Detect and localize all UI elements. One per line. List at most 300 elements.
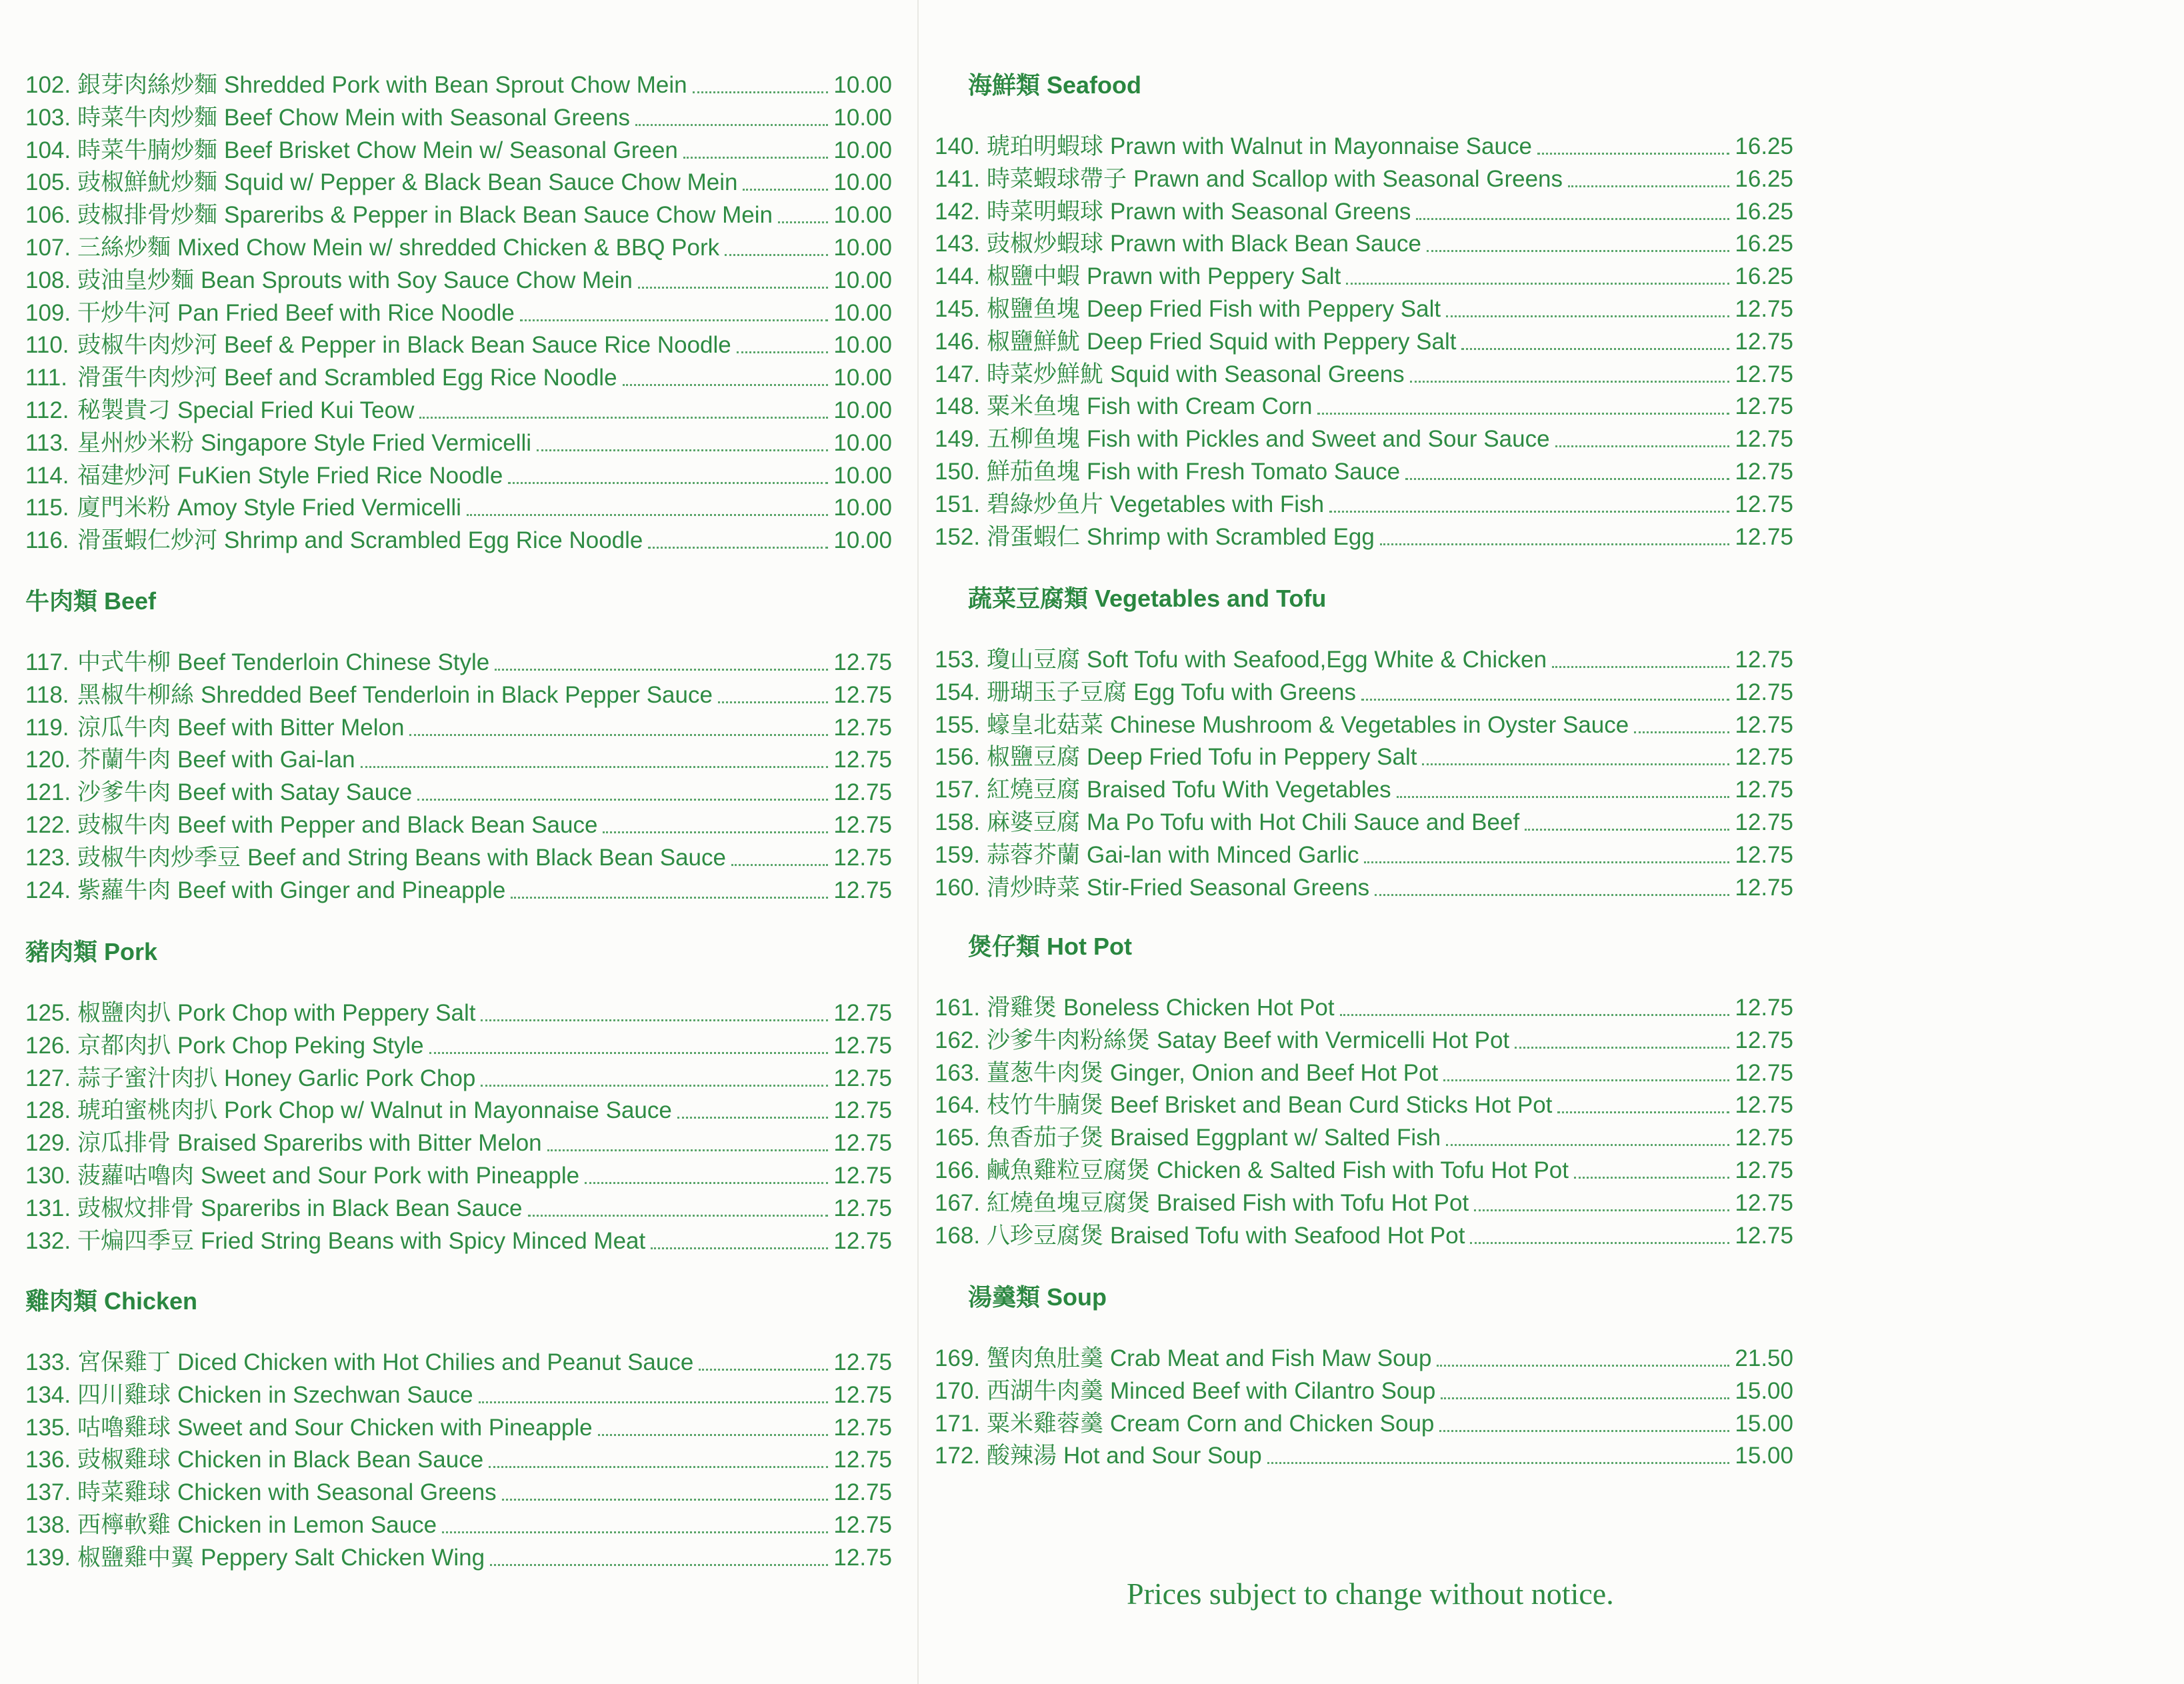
item-chinese-name: 粟米鱼塊 bbox=[987, 393, 1081, 419]
item-number: 117. bbox=[25, 649, 69, 675]
item-english-name: Prawn and Scallop with Seasonal Greens bbox=[1133, 166, 1563, 192]
dot-leader bbox=[481, 1019, 828, 1021]
item-chinese-name: 椒鹽肉扒 bbox=[77, 1000, 171, 1026]
item-chinese-name: 蠔皇北菇菜 bbox=[987, 712, 1104, 738]
item-english-name: Beef Brisket Chow Mein w/ Seasonal Green bbox=[224, 137, 678, 163]
item-chinese-name: 滑雞煲 bbox=[987, 995, 1057, 1021]
menu-item bbox=[935, 774, 1793, 806]
item-chinese-name: 蒜蓉芥蘭 bbox=[987, 842, 1081, 868]
menu-item bbox=[935, 1025, 1793, 1057]
item-english-name: Beef & Pepper in Black Bean Sauce Rice Noodle bbox=[224, 332, 731, 358]
item-price: 10.00 bbox=[833, 300, 892, 326]
item-english-name: Squid w/ Pepper & Black Bean Sauce Chow Mein bbox=[224, 169, 738, 195]
menu-item bbox=[25, 1225, 892, 1257]
menu-item bbox=[25, 712, 892, 744]
dot-leader bbox=[479, 1401, 829, 1403]
item-number: 119. bbox=[25, 715, 69, 741]
item-price: 12.75 bbox=[1735, 712, 1793, 738]
item-number: 169. bbox=[935, 1345, 981, 1371]
item-english-name: Beef with Satay Sauce bbox=[177, 779, 413, 805]
item-number: 135. bbox=[25, 1415, 71, 1441]
item-number: 133. bbox=[25, 1349, 71, 1375]
dot-leader bbox=[1439, 1430, 1729, 1432]
item-english-name: FuKien Style Fried Rice Noodle bbox=[177, 463, 503, 489]
dot-leader bbox=[489, 1466, 828, 1468]
menu-item bbox=[25, 232, 892, 264]
item-price: 12.75 bbox=[833, 649, 892, 675]
item-price: 12.75 bbox=[1735, 647, 1793, 673]
dot-leader bbox=[1361, 699, 1729, 701]
item-chinese-name: 枝竹牛腩煲 bbox=[987, 1092, 1104, 1118]
menu-item bbox=[25, 1127, 892, 1159]
dot-leader bbox=[1552, 666, 1729, 668]
item-price: 12.75 bbox=[1735, 1027, 1793, 1053]
menu-item bbox=[25, 1193, 892, 1225]
item-number: 105. bbox=[25, 169, 71, 195]
item-number: 155. bbox=[935, 712, 981, 738]
item-chinese-name: 銀芽肉絲炒麵 bbox=[77, 72, 218, 98]
item-price: 12.75 bbox=[833, 1479, 892, 1505]
item-price: 12.75 bbox=[833, 1382, 892, 1408]
item-chinese-name: 時菜雞球 bbox=[77, 1479, 171, 1505]
dot-leader bbox=[1555, 445, 1730, 447]
menu-item bbox=[25, 135, 892, 167]
item-price: 12.75 bbox=[1735, 995, 1793, 1021]
item-number: 164. bbox=[935, 1092, 981, 1118]
item-price: 12.75 bbox=[1735, 1092, 1793, 1118]
item-number: 120. bbox=[25, 747, 71, 773]
item-english-name: Prawn with Walnut in Mayonnaise Sauce bbox=[1110, 133, 1532, 159]
item-english-name: Beef Tenderloin Chinese Style bbox=[177, 649, 490, 675]
item-chinese-name: 清炒時菜 bbox=[987, 875, 1081, 901]
item-english-name: Stir-Fried Seasonal Greens bbox=[1087, 875, 1370, 901]
item-price: 12.75 bbox=[833, 1065, 892, 1091]
menu-item bbox=[935, 521, 1793, 553]
item-english-name: Braised Eggplant w/ Salted Fish bbox=[1110, 1125, 1441, 1151]
menu-item bbox=[935, 1220, 1793, 1252]
item-english-name: Minced Beef with Cilantro Soup bbox=[1110, 1378, 1436, 1404]
item-number: 149. bbox=[935, 426, 981, 452]
item-price: 16.25 bbox=[1735, 199, 1793, 225]
dot-leader bbox=[495, 669, 828, 671]
item-price: 10.00 bbox=[833, 169, 892, 195]
item-price: 10.00 bbox=[833, 463, 892, 489]
item-price: 12.75 bbox=[833, 682, 892, 708]
item-chinese-name: 京都肉扒 bbox=[77, 1033, 171, 1059]
item-english-name: Deep Fried Fish with Peppery Salt bbox=[1087, 296, 1441, 322]
item-price: 10.00 bbox=[833, 72, 892, 98]
item-chinese-name: 秘製貴刁 bbox=[77, 397, 171, 423]
item-number: 130. bbox=[25, 1163, 71, 1189]
item-price: 12.75 bbox=[833, 1349, 892, 1375]
item-number: 138. bbox=[25, 1512, 71, 1538]
menu-item bbox=[25, 1444, 892, 1476]
item-number: 102. bbox=[25, 72, 71, 98]
item-price: 12.75 bbox=[833, 845, 892, 871]
dot-leader bbox=[1474, 1209, 1729, 1211]
dot-leader bbox=[1634, 731, 1729, 733]
item-price: 12.75 bbox=[1735, 842, 1793, 868]
item-price: 10.00 bbox=[833, 430, 892, 456]
menu-item bbox=[935, 992, 1793, 1024]
item-number: 118. bbox=[25, 682, 69, 708]
dot-leader bbox=[778, 221, 828, 223]
item-number: 108. bbox=[25, 267, 71, 293]
item-price: 12.75 bbox=[1735, 744, 1793, 770]
dot-leader bbox=[511, 897, 828, 899]
item-number: 154. bbox=[935, 679, 981, 705]
item-chinese-name: 時菜炒鮮魷 bbox=[987, 361, 1104, 387]
menu-item bbox=[935, 196, 1793, 228]
menu-item bbox=[935, 391, 1793, 423]
item-chinese-name: 琥珀蜜桃肉扒 bbox=[77, 1097, 218, 1123]
item-chinese-name: 廈門米粉 bbox=[77, 495, 171, 521]
item-number: 171. bbox=[935, 1411, 981, 1437]
item-number: 157. bbox=[935, 777, 981, 803]
item-chinese-name: 鹹魚雞粒豆腐煲 bbox=[987, 1157, 1151, 1183]
dot-leader bbox=[1437, 1365, 1729, 1367]
dot-leader bbox=[693, 91, 829, 93]
item-chinese-name: 豉椒雞球 bbox=[77, 1447, 171, 1473]
item-number: 103. bbox=[25, 105, 71, 131]
item-chinese-name: 椒鹽中蝦 bbox=[987, 263, 1081, 289]
dot-leader bbox=[502, 1499, 829, 1501]
dot-leader bbox=[409, 734, 828, 736]
item-number: 172. bbox=[935, 1443, 981, 1469]
item-chinese-name: 碧綠炒鱼片 bbox=[987, 491, 1104, 517]
item-number: 150. bbox=[935, 459, 981, 485]
section-heading: 豬肉類 Pork bbox=[25, 938, 158, 965]
menu-item bbox=[25, 525, 892, 557]
item-chinese-name: 豉椒牛肉炒季豆 bbox=[77, 845, 241, 871]
menu-item bbox=[25, 1412, 892, 1444]
item-english-name: Beef with Bitter Melon bbox=[177, 715, 405, 741]
item-price: 12.75 bbox=[1735, 491, 1793, 517]
item-chinese-name: 沙爹牛肉 bbox=[77, 779, 171, 805]
item-english-name: Pork Chop w/ Walnut in Mayonnaise Sauce bbox=[224, 1097, 672, 1123]
item-chinese-name: 瓊山豆腐 bbox=[987, 647, 1081, 673]
item-number: 136. bbox=[25, 1447, 71, 1473]
item-english-name: Satay Beef with Vermicelli Hot Pot bbox=[1157, 1027, 1510, 1053]
dot-leader bbox=[1380, 543, 1730, 545]
item-price: 12.75 bbox=[1735, 875, 1793, 901]
dot-leader bbox=[1470, 1242, 1729, 1244]
menu-item bbox=[25, 997, 892, 1029]
dot-leader bbox=[442, 1531, 828, 1533]
item-price: 12.75 bbox=[833, 715, 892, 741]
item-english-name: Shredded Beef Tenderloin in Black Pepper Sauce bbox=[201, 682, 713, 708]
item-price: 12.75 bbox=[833, 1195, 892, 1221]
dot-leader bbox=[429, 1052, 829, 1054]
item-chinese-name: 滑蛋蝦仁 bbox=[987, 524, 1081, 550]
item-price: 12.75 bbox=[833, 747, 892, 773]
item-number: 163. bbox=[935, 1060, 981, 1086]
dot-leader bbox=[1568, 185, 1729, 187]
dot-leader bbox=[1410, 381, 1730, 383]
item-english-name: Beef and String Beans with Black Bean Sauce bbox=[247, 845, 726, 871]
item-english-name: Fried String Beans with Spicy Minced Meat bbox=[201, 1228, 646, 1254]
menu-item bbox=[25, 427, 892, 459]
dot-leader bbox=[635, 124, 828, 126]
dot-leader bbox=[1446, 315, 1729, 317]
item-chinese-name: 珊瑚玉子豆腐 bbox=[987, 679, 1127, 705]
item-english-name: Deep Fried Tofu in Peppery Salt bbox=[1087, 744, 1417, 770]
item-chinese-name: 時菜牛肉炒麵 bbox=[77, 105, 218, 131]
item-price: 12.75 bbox=[1735, 361, 1793, 387]
item-price: 12.75 bbox=[833, 1000, 892, 1026]
item-english-name: Spareribs & Pepper in Black Bean Sauce Chow Mein bbox=[224, 202, 773, 228]
dot-leader bbox=[528, 1215, 829, 1217]
menu-item bbox=[935, 131, 1793, 163]
section-heading: 蔬菜豆腐類 Vegetables and Tofu bbox=[968, 585, 1327, 612]
dot-leader bbox=[1525, 829, 1729, 831]
menu-item bbox=[935, 807, 1793, 839]
dot-leader bbox=[1557, 1111, 1729, 1113]
item-number: 141. bbox=[935, 166, 981, 192]
item-number: 132. bbox=[25, 1228, 71, 1254]
menu-item bbox=[25, 1542, 892, 1574]
item-price: 12.75 bbox=[1735, 1125, 1793, 1151]
item-number: 110. bbox=[25, 332, 69, 358]
item-price: 21.50 bbox=[1735, 1345, 1793, 1371]
menu-item bbox=[25, 1063, 892, 1095]
item-price: 12.75 bbox=[833, 1545, 892, 1571]
item-chinese-name: 豉椒鮮魷炒麵 bbox=[77, 169, 218, 195]
item-english-name: Vegetables with Fish bbox=[1110, 491, 1325, 517]
menu-item bbox=[25, 809, 892, 841]
item-english-name: Amoy Style Fried Vermicelli bbox=[177, 495, 461, 521]
item-price: 10.00 bbox=[833, 202, 892, 228]
menu-item bbox=[25, 1379, 892, 1411]
item-number: 125. bbox=[25, 1000, 71, 1026]
item-english-name: Shredded Pork with Bean Sprout Chow Mein bbox=[224, 72, 687, 98]
menu-item bbox=[25, 744, 892, 776]
section-heading: 雞肉類 Chicken bbox=[25, 1287, 198, 1315]
item-number: 147. bbox=[935, 361, 981, 387]
dot-leader bbox=[603, 831, 828, 833]
section-heading: 牛肉類 Beef bbox=[25, 587, 157, 615]
menu-item bbox=[935, 261, 1793, 293]
item-english-name: Chinese Mushroom & Vegetables in Oyster Sauce bbox=[1110, 712, 1629, 738]
item-english-name: Braised Tofu with Seafood Hot Pot bbox=[1110, 1223, 1465, 1249]
menu-item bbox=[25, 875, 892, 907]
menu-item bbox=[25, 460, 892, 492]
item-price: 12.75 bbox=[1735, 679, 1793, 705]
item-number: 143. bbox=[935, 231, 981, 257]
dot-leader bbox=[598, 1434, 829, 1436]
menu-item bbox=[25, 777, 892, 809]
item-chinese-name: 四川雞球 bbox=[77, 1382, 171, 1408]
item-number: 166. bbox=[935, 1157, 981, 1183]
menu-item bbox=[935, 1155, 1793, 1187]
item-chinese-name: 椒鹽鱼塊 bbox=[987, 296, 1081, 322]
item-chinese-name: 豉椒炆排骨 bbox=[77, 1195, 195, 1221]
item-english-name: Squid with Seasonal Greens bbox=[1110, 361, 1405, 387]
dot-leader bbox=[648, 547, 828, 549]
item-number: 156. bbox=[935, 744, 981, 770]
item-price: 12.75 bbox=[1735, 524, 1793, 550]
menu-item bbox=[935, 677, 1793, 709]
item-price: 12.75 bbox=[1735, 1190, 1793, 1216]
item-chinese-name: 薑葱牛肉煲 bbox=[987, 1060, 1104, 1086]
item-chinese-name: 涼瓜牛肉 bbox=[77, 715, 171, 741]
menu-item bbox=[935, 1187, 1793, 1219]
item-english-name: Braised Fish with Tofu Hot Pot bbox=[1157, 1190, 1469, 1216]
item-english-name: Fish with Fresh Tomato Sauce bbox=[1087, 459, 1401, 485]
menu-item bbox=[935, 872, 1793, 904]
menu-item bbox=[25, 102, 892, 134]
dot-leader bbox=[419, 417, 828, 419]
menu-item bbox=[25, 69, 892, 101]
item-price: 12.75 bbox=[1735, 459, 1793, 485]
item-number: 137. bbox=[25, 1479, 71, 1505]
item-english-name: Braised Spareribs with Bitter Melon bbox=[177, 1130, 542, 1156]
item-price: 12.75 bbox=[1735, 296, 1793, 322]
item-chinese-name: 魚香茄子煲 bbox=[987, 1125, 1104, 1151]
item-number: 134. bbox=[25, 1382, 71, 1408]
item-english-name: Pan Fried Beef with Rice Noodle bbox=[177, 300, 515, 326]
item-price: 12.75 bbox=[833, 1097, 892, 1123]
item-chinese-name: 鮮茄鱼塊 bbox=[987, 459, 1081, 485]
item-price: 16.25 bbox=[1735, 231, 1793, 257]
item-english-name: Pork Chop Peking Style bbox=[177, 1033, 424, 1059]
item-english-name: Boneless Chicken Hot Pot bbox=[1063, 995, 1335, 1021]
item-chinese-name: 豉油皇炒麵 bbox=[77, 267, 195, 293]
item-english-name: Shrimp with Scrambled Egg bbox=[1087, 524, 1375, 550]
item-chinese-name: 宮保雞丁 bbox=[77, 1349, 171, 1375]
item-number: 160. bbox=[935, 875, 981, 901]
item-price: 15.00 bbox=[1735, 1443, 1793, 1469]
item-chinese-name: 西檸軟雞 bbox=[77, 1512, 171, 1538]
item-price: 12.75 bbox=[833, 877, 892, 903]
item-chinese-name: 紅燒鱼塊豆腐煲 bbox=[987, 1190, 1151, 1216]
item-chinese-name: 五柳鱼塊 bbox=[987, 426, 1081, 452]
menu-item bbox=[25, 1095, 892, 1127]
dot-leader bbox=[1405, 478, 1729, 480]
section-heading: 海鮮類 Seafood bbox=[968, 71, 1142, 99]
item-chinese-name: 黑椒牛柳絲 bbox=[77, 682, 195, 708]
dot-leader bbox=[1446, 1144, 1729, 1146]
item-number: 127. bbox=[25, 1065, 71, 1091]
dot-leader bbox=[1422, 763, 1729, 765]
item-price: 12.75 bbox=[833, 1512, 892, 1538]
menu-item bbox=[935, 709, 1793, 741]
item-chinese-name: 干炒牛河 bbox=[77, 300, 171, 326]
menu-item bbox=[935, 359, 1793, 391]
item-price: 10.00 bbox=[833, 527, 892, 553]
menu-item bbox=[25, 167, 892, 199]
dot-leader bbox=[1461, 348, 1729, 350]
dot-leader bbox=[537, 449, 828, 451]
item-price: 15.00 bbox=[1735, 1378, 1793, 1404]
dot-leader bbox=[1267, 1462, 1730, 1464]
item-english-name: Beef and Scrambled Egg Rice Noodle bbox=[224, 365, 617, 391]
menu-item bbox=[935, 741, 1793, 773]
item-number: 123. bbox=[25, 845, 71, 871]
dot-leader bbox=[1317, 413, 1729, 415]
item-english-name: Egg Tofu with Greens bbox=[1133, 679, 1357, 705]
item-english-name: Prawn with Black Bean Sauce bbox=[1110, 231, 1421, 257]
item-english-name: Crab Meat and Fish Maw Soup bbox=[1110, 1345, 1432, 1371]
item-chinese-name: 豉椒炒蝦球 bbox=[987, 231, 1104, 257]
item-chinese-name: 椒鹽雞中翼 bbox=[77, 1545, 195, 1571]
item-chinese-name: 麻婆豆腐 bbox=[987, 809, 1081, 835]
dot-leader bbox=[1397, 796, 1730, 798]
item-price: 10.00 bbox=[833, 365, 892, 391]
item-english-name: Cream Corn and Chicken Soup bbox=[1110, 1411, 1435, 1437]
item-chinese-name: 福建炒河 bbox=[77, 463, 171, 489]
dot-leader bbox=[1364, 861, 1729, 863]
item-number: 122. bbox=[25, 812, 71, 838]
menu-item bbox=[25, 1347, 892, 1379]
dot-leader bbox=[467, 514, 828, 516]
dot-leader bbox=[417, 799, 828, 801]
item-chinese-name: 琥珀明蝦球 bbox=[987, 133, 1104, 159]
dot-leader bbox=[743, 189, 828, 191]
item-number: 139. bbox=[25, 1545, 71, 1571]
item-number: 159. bbox=[935, 842, 981, 868]
item-chinese-name: 椒鹽鮮魷 bbox=[987, 329, 1081, 355]
menu-item bbox=[935, 163, 1793, 195]
item-price: 10.00 bbox=[833, 267, 892, 293]
item-price: 16.25 bbox=[1735, 166, 1793, 192]
item-chinese-name: 芥蘭牛肉 bbox=[77, 747, 171, 773]
dot-leader bbox=[1427, 250, 1729, 252]
item-number: 107. bbox=[25, 235, 71, 261]
item-english-name: Chicken with Seasonal Greens bbox=[177, 1479, 497, 1505]
item-english-name: Prawn with Seasonal Greens bbox=[1110, 199, 1411, 225]
item-chinese-name: 西湖牛肉羹 bbox=[987, 1378, 1104, 1404]
item-english-name: Sweet and Sour Chicken with Pineapple bbox=[177, 1415, 593, 1441]
item-english-name: Gai-lan with Minced Garlic bbox=[1087, 842, 1359, 868]
item-price: 12.75 bbox=[833, 812, 892, 838]
dot-leader bbox=[1416, 218, 1729, 220]
menu-item bbox=[935, 1122, 1793, 1154]
menu-item bbox=[935, 1375, 1793, 1407]
item-chinese-name: 滑蛋蝦仁炒河 bbox=[77, 527, 218, 553]
section-heading: 煲仔類 Hot Pot bbox=[968, 933, 1132, 960]
item-english-name: Beef with Pepper and Black Bean Sauce bbox=[177, 812, 598, 838]
item-english-name: Fish with Cream Corn bbox=[1087, 393, 1313, 419]
item-number: 145. bbox=[935, 296, 981, 322]
dot-leader bbox=[1375, 894, 1729, 896]
item-price: 10.00 bbox=[833, 105, 892, 131]
item-chinese-name: 蒜子蜜汁肉扒 bbox=[77, 1065, 218, 1091]
dot-leader bbox=[547, 1149, 829, 1151]
item-price: 12.75 bbox=[1735, 393, 1793, 419]
item-number: 153. bbox=[935, 647, 981, 673]
item-english-name: Braised Tofu With Vegetables bbox=[1087, 777, 1391, 803]
item-english-name: Ma Po Tofu with Hot Chili Sauce and Beef bbox=[1087, 809, 1520, 835]
dot-leader bbox=[1443, 1079, 1729, 1081]
item-number: 151. bbox=[935, 491, 981, 517]
item-price: 12.75 bbox=[833, 779, 892, 805]
menu-item bbox=[935, 293, 1793, 325]
item-english-name: Chicken in Szechwan Sauce bbox=[177, 1382, 473, 1408]
item-english-name: Chicken & Salted Fish with Tofu Hot Pot bbox=[1157, 1157, 1569, 1183]
item-chinese-name: 酸辣湯 bbox=[987, 1443, 1057, 1469]
item-number: 128. bbox=[25, 1097, 71, 1123]
menu-item bbox=[25, 842, 892, 874]
item-number: 112. bbox=[25, 397, 69, 423]
item-number: 109. bbox=[25, 300, 71, 326]
item-number: 124. bbox=[25, 877, 71, 903]
menu-item bbox=[935, 1408, 1793, 1440]
item-number: 142. bbox=[935, 199, 981, 225]
dot-leader bbox=[731, 864, 828, 866]
item-chinese-name: 紅燒豆腐 bbox=[987, 777, 1081, 803]
item-number: 114. bbox=[25, 463, 69, 489]
